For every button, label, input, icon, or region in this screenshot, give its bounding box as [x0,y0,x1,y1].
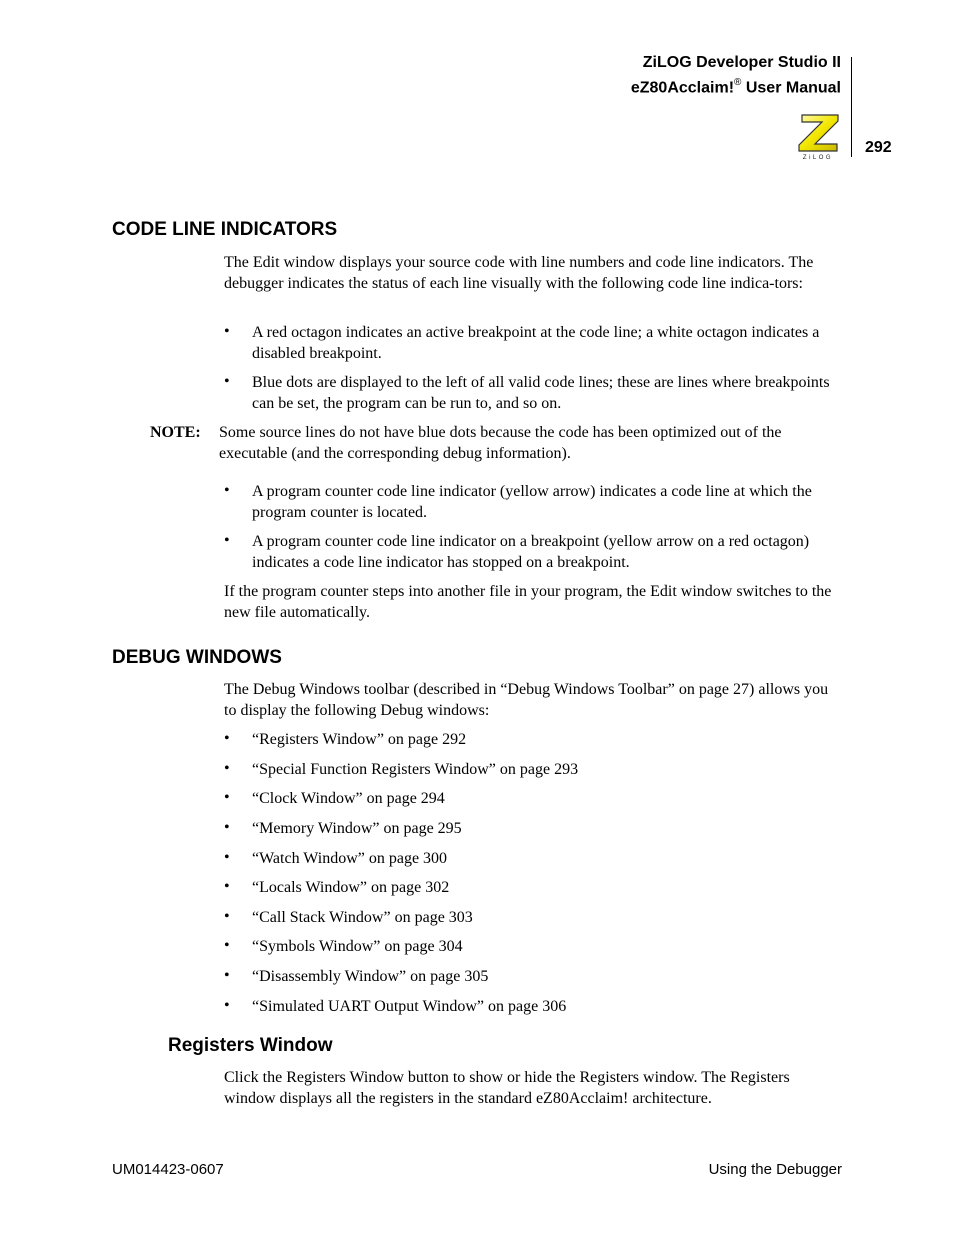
list-item: “Special Function Registers Window” on page 293 [252,761,579,778]
bullet-marker: • [224,819,230,836]
bullet-marker: • [224,849,230,866]
bullet-red-octagon: A red octagon indicates an active breakpoint at the code line; a white octagon indicates a disabled breakpoint. [252,324,820,362]
list-item: “Locals Window” on page 302 [252,879,450,896]
bullet-marker: • [224,878,230,895]
bullet-marker: • [224,373,230,390]
list-item: “Watch Window” on page 300 [252,850,448,867]
bullet-marker: • [224,323,230,340]
bullet-program-counter: A program counter code line indicator (yellow arrow) indicates a code line at which the program counter is located. [252,483,812,521]
bullet-blue-dots: Blue dots are displayed to the left of all valid code lines; these are lines where breakpoints can be set, the program can be run to, and so on. [252,374,830,412]
section-heading-code-line-indicators: CODE LINE INDICATORS [112,219,338,240]
bullet-pc-on-breakpoint: A program counter code line indicator on a breakpoint (yellow arrow on a red octagon) indicates a code line indicator has stopped on a breakpoint. [252,533,810,571]
zilog-logo [793,111,843,161]
note-label: NOTE: [150,424,201,441]
bullet-marker: • [224,760,230,777]
list-item: “Registers Window” on page 292 [252,731,467,748]
list-item: “Symbols Window” on page 304 [252,938,463,955]
footer-doc-id: UM014423-0607 [112,1161,224,1178]
list-item: “Simulated UART Output Window” on page 306 [252,998,567,1015]
header-title-line1: ZiLOG Developer Studio II [642,54,841,71]
header-divider [851,57,852,157]
bullet-marker: • [224,789,230,806]
list-item: “Call Stack Window” on page 303 [252,909,473,926]
section2-intro: The Debug Windows toolbar (described in “Debug Windows Toolbar” on page 27) allows you to display the following Debug windows: [224,681,829,719]
section1-intro: The Edit window displays your source code with line numbers and code line indicators. The debugger indicates the status of each line visually with the following code line indica-tors: [224,254,814,292]
bullet-marker: • [224,730,230,747]
subsection-heading-registers-window: Registers Window [168,1035,333,1056]
header-title-line2: eZ80Acclaim!® User Manual [630,77,841,97]
note-text: Some source lines do not have blue dots because the code has been optimized out of the executable (and the corresponding debug information). [219,424,782,462]
bullet-marker: • [224,532,230,549]
bullet-marker: • [224,482,230,499]
bullet-marker: • [224,967,230,984]
footer-chapter: Using the Debugger [708,1161,842,1178]
section-heading-debug-windows: DEBUG WINDOWS [112,647,282,668]
section1-closing: If the program counter steps into another file in your program, the Edit window switches to the new file automatically. [224,583,832,621]
bullet-marker: • [224,908,230,925]
running-header [631,52,841,98]
page-number: 292 [865,139,892,156]
subsection-body: Click the Registers Window button to show or hide the Registers window. The Registers window displays all the registers in the standard eZ80Acclaim! architecture. [224,1069,790,1107]
list-item: “Clock Window” on page 294 [252,790,445,807]
logo-wordmark: ZiLOG [802,155,834,161]
bullet-marker: • [224,997,230,1014]
list-item: “Memory Window” on page 295 [252,820,462,837]
list-item: “Disassembly Window” on page 305 [252,968,489,985]
bullet-marker: • [224,937,230,954]
